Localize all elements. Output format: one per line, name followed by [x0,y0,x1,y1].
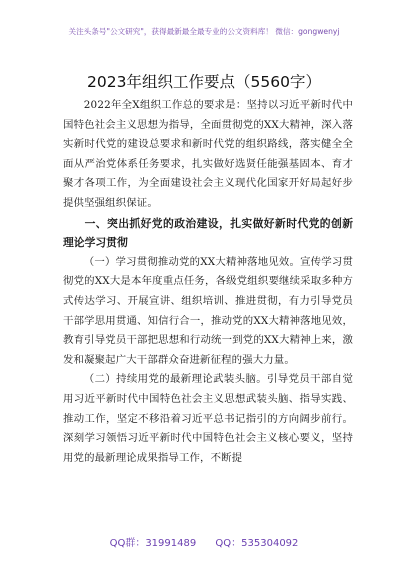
contact-footer [0,534,408,549]
paragraph-item-2: （二）持续用党的最新理论武装头脑。引导党员干部自觉用习近平新时代中国特色社会主义思想武装头脑、指导实践、推动工作，坚定不移沿着习近平总书记指引的方向阔步前行。深刻学习领悟习近平新时代中国特色社会主义核心要义，坚持用党的最新理论成果指导工作，不断提 [63,373,353,464]
promo-banner: 关注头条号"公文研究"，获得最新最全最专业的公文资料库！ 微信：gongwenyj [68,27,340,36]
document-body [63,96,353,468]
qq-number: QQ：535304092 [215,538,299,549]
document-title: 2023年组织工作要点（5560字） [87,73,321,91]
section-heading: 一、突出抓好党的政治建设，扎实做好新时代党的创新理论学习贯彻 [63,216,353,250]
qq-group-number: QQ群：31991489 [109,538,197,549]
paragraph-item-1: （一）学习贯彻推动党的XX大精神落地见效。宣传学习贯彻党的XX大是本年度重点任务，各级党组织要继续采取多种方式传达学习、开展宣讲、组织培训、推进贯彻，有力引导党员干部学思用贯通、知信行合一，推动党的XX大精神落地见效，教育引导党员干部把思想和行动统一到党的XX大精神上来，激发和凝聚起广大干部群众奋进新征程的强大力量。 [63,255,353,366]
intro-paragraph: 2022年全X组织工作总的要求是：坚持以习近平新时代中国特色社会主义思想为指导，全面贯彻党的XX大精神，深入落实新时代党的建设总要求和新时代党的组织路线，落实健全全面从严治党体系任务要求，扎实做好选贤任能强基固本、育才聚才各项工作，为全面建设社会主义现代化国家开好局起好步提供坚强组织保证。 [63,99,353,209]
